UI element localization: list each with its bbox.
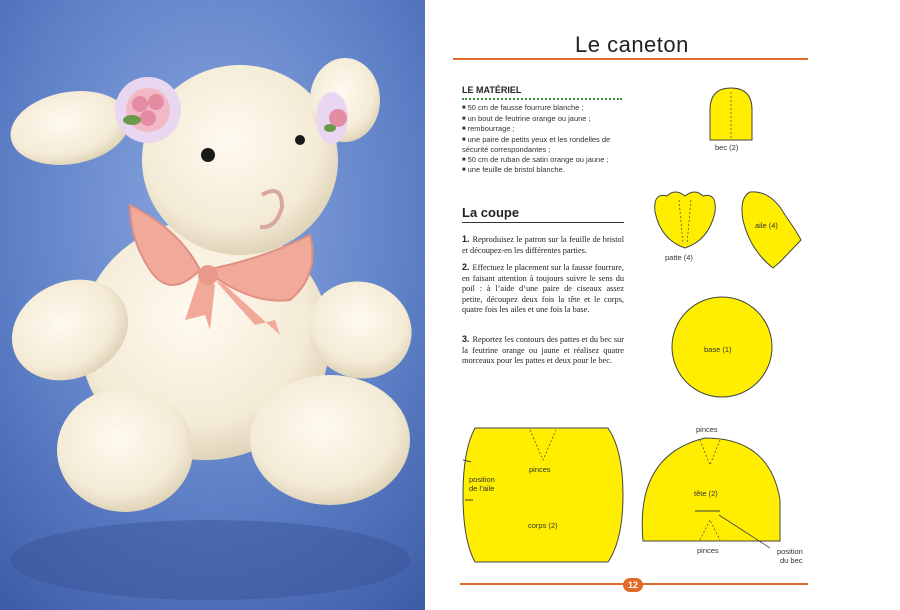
pattern-tete bbox=[642, 425, 803, 565]
label-base: base (1) bbox=[704, 345, 732, 354]
label-corps: corps (2) bbox=[528, 521, 558, 530]
teddy-lamb-photo bbox=[0, 0, 425, 610]
flower-right bbox=[316, 92, 348, 144]
label-pinces-tete-bot: pinces bbox=[697, 546, 719, 555]
lamb-left-leg bbox=[57, 388, 193, 512]
label-position-aile-1: position bbox=[469, 475, 495, 484]
coupe-heading: La coupe bbox=[462, 205, 520, 220]
pattern-patte bbox=[655, 192, 716, 262]
list-item: ■ 50 cm de fausse fourrure blanche ; bbox=[462, 103, 632, 114]
flower-left bbox=[115, 77, 181, 143]
pattern-bec bbox=[710, 88, 752, 152]
pattern-corps bbox=[463, 428, 623, 562]
label-bec: bec (2) bbox=[715, 143, 739, 152]
lamb-eye-right bbox=[295, 135, 305, 145]
materiel-heading: LE MATÉRIEL bbox=[462, 85, 522, 95]
step-number: 3. bbox=[462, 334, 470, 344]
label-aile: aile (4) bbox=[755, 221, 778, 230]
pattern-aile bbox=[742, 192, 801, 268]
list-item: ■ une feuille de bristol blanche. bbox=[462, 165, 632, 176]
label-position-aile-2: de l’aile bbox=[469, 484, 495, 493]
label-patte: patte (4) bbox=[665, 253, 693, 262]
lamb-right-leg bbox=[250, 375, 410, 505]
label-position-bec-1: position bbox=[777, 547, 803, 556]
step-text: Reportez les contours des pattes et du bec sur la feutrine orange ou jaune et réalisez quatre morceaux pour les pattes et deux pour le bec. bbox=[462, 335, 624, 365]
list-item: ■ un bout de feutrine orange ou jaune ; bbox=[462, 114, 632, 125]
list-item: ■ 50 cm de ruban de satin orange ou jaune ; bbox=[462, 155, 632, 166]
lamb-eye-left bbox=[201, 148, 215, 162]
step-text: Reproduisez le patron sur la feuille de bristol et découpez-en les différentes parties. bbox=[462, 235, 624, 255]
label-pinces-tete-top: pinces bbox=[696, 425, 718, 434]
label-position-bec-2: du bec bbox=[780, 556, 803, 565]
pattern-base bbox=[672, 297, 772, 397]
step-number: 1. bbox=[462, 234, 470, 244]
list-item: ■ une paire de petits yeux et les rondelles de sécurité correspondantes ; bbox=[462, 135, 632, 155]
instruction-page bbox=[425, 0, 900, 610]
page-title: Le caneton bbox=[575, 32, 689, 57]
page-number: 12 bbox=[623, 578, 643, 592]
label-pinces-corps: pinces bbox=[529, 465, 551, 474]
label-tete: tête (2) bbox=[694, 489, 718, 498]
sewing-patterns bbox=[425, 0, 900, 610]
step-number: 2. bbox=[462, 262, 470, 272]
lamb-illustration bbox=[0, 0, 425, 610]
step-text: Effectuez le placement sur la fausse fourrure, en faisant attention à toujours suivre le sens du poil : à l’aide d’une paire de ciseaux assez petite, découpez deux fois la tête et le corps, quatre fois les ailes et une fois la base. bbox=[462, 263, 624, 314]
list-item: ■ rembourrage ; bbox=[462, 124, 632, 135]
